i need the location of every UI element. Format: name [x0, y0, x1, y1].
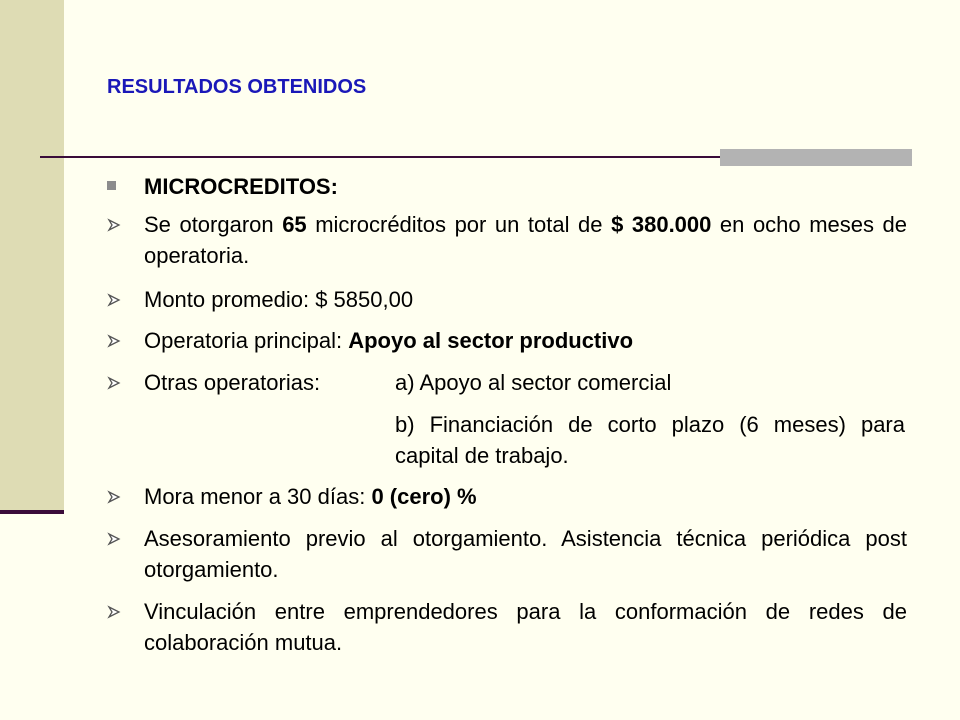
list-item — [107, 596, 907, 658]
divider-accent — [720, 149, 912, 166]
list-item — [107, 523, 907, 585]
slide-title: RESULTADOS OBTENIDOS — [107, 76, 367, 98]
arrow-bullet-icon — [107, 605, 121, 619]
item-text: Se otorgaron — [144, 212, 283, 237]
item-text: Monto promedio: $ 5850,00 — [144, 287, 414, 312]
item-text: Vinculación entre emprendedores para la conformación de redes de colaboración mutua. — [144, 599, 907, 655]
left-bar-underline — [0, 510, 64, 514]
item-bold: Apoyo al sector productivo — [348, 328, 634, 353]
list-item — [107, 209, 907, 271]
sub-item-a: a) Apoyo al sector comercial — [395, 370, 672, 395]
square-bullet-icon — [107, 181, 116, 190]
arrow-bullet-icon — [107, 334, 121, 348]
item-bold: $ 380.000 — [611, 212, 712, 237]
item-bold: 65 — [282, 212, 307, 237]
list-item — [107, 325, 907, 356]
item-text: Mora menor a 30 días: — [144, 484, 372, 509]
arrow-bullet-icon — [107, 490, 121, 504]
item-text: microcréditos por un total de — [306, 212, 612, 237]
left-decorative-bar — [0, 0, 64, 512]
arrow-bullet-icon — [107, 532, 121, 546]
arrow-bullet-icon — [107, 218, 121, 232]
section-heading-row — [107, 171, 907, 202]
section-heading: MICROCREDITOS: — [144, 174, 338, 199]
item-text: Operatoria principal: — [144, 328, 349, 353]
arrow-bullet-icon — [107, 376, 121, 390]
item-text: Otras operatorias: — [144, 370, 321, 395]
list-item — [107, 284, 907, 315]
item-text: en ocho meses de operatoria. — [144, 212, 908, 268]
item-bold: 0 (cero) % — [371, 484, 477, 509]
arrow-bullet-icon — [107, 293, 121, 307]
sub-item-b: b) Financiación de corto plazo (6 meses) para capital de trabajo. — [395, 412, 905, 468]
list-item — [107, 481, 907, 512]
item-text: Asesoramiento previo al otorgamiento. Asistencia técnica periódica post otorgamiento. — [144, 526, 907, 582]
